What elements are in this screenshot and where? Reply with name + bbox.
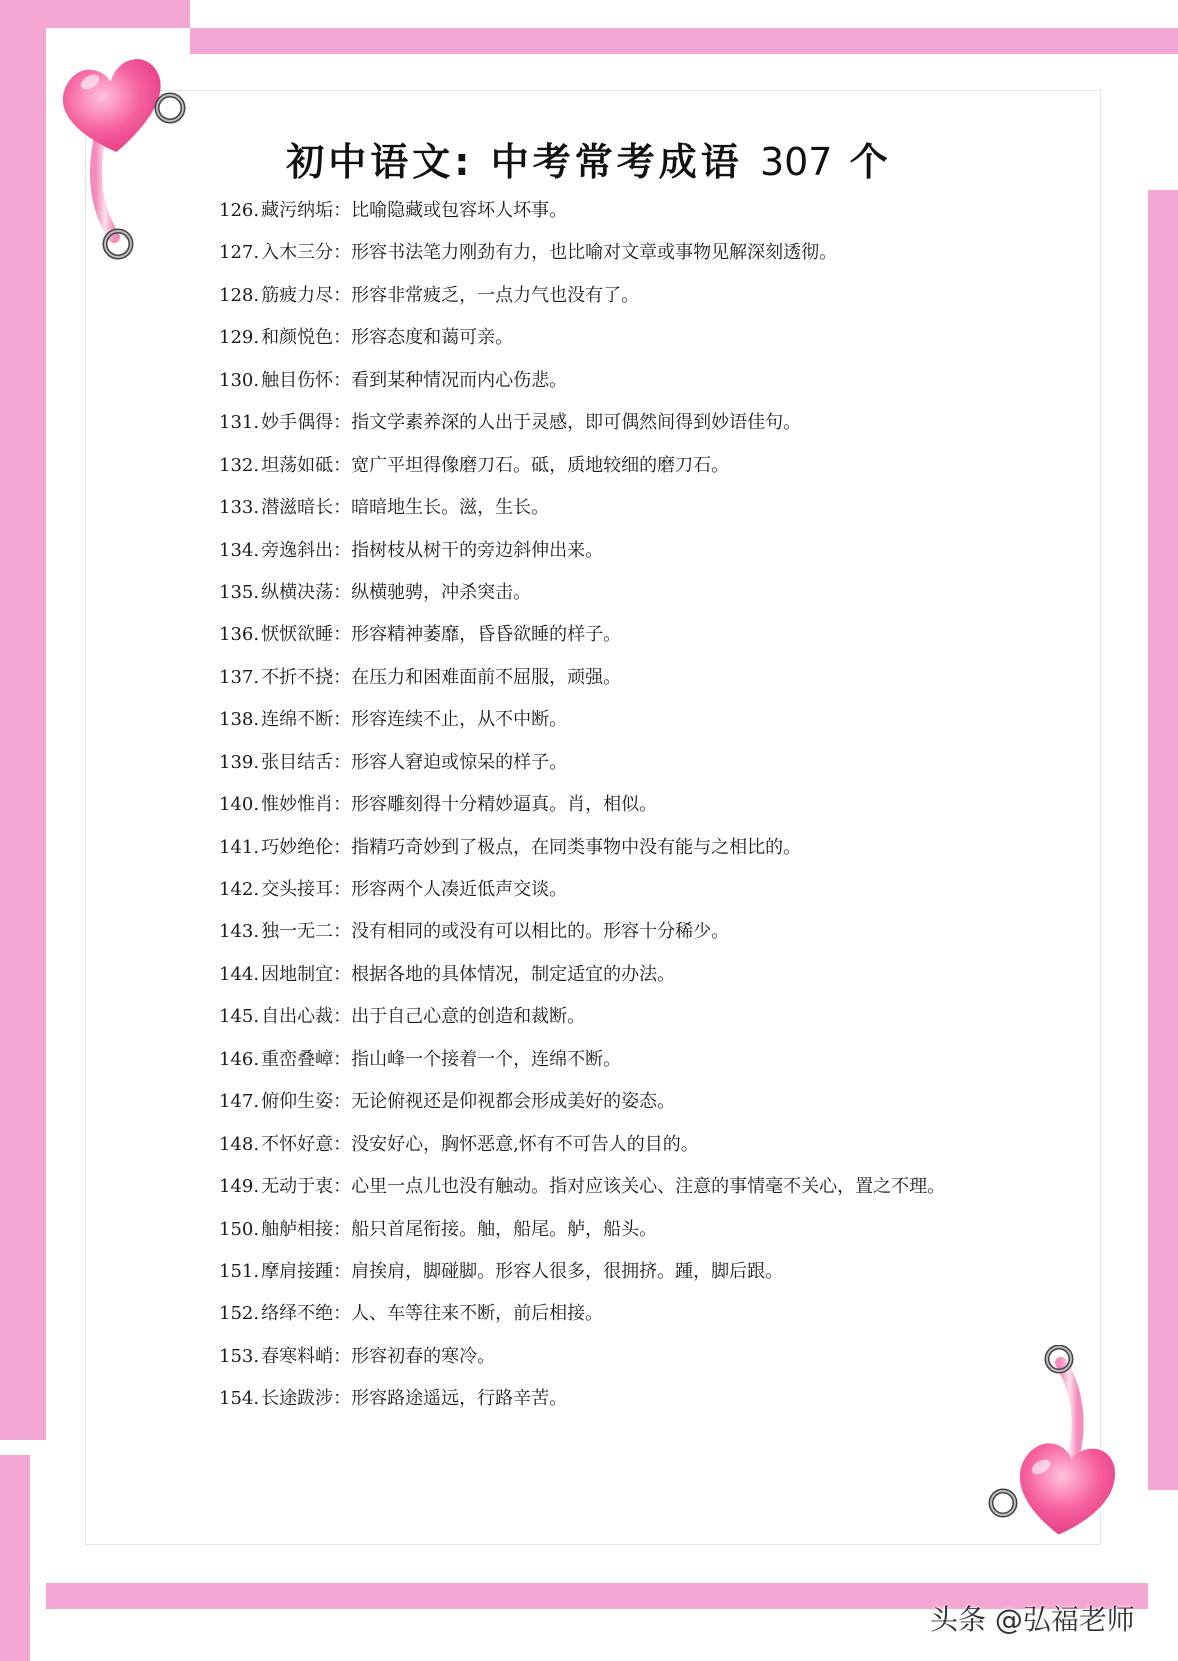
entry-meaning: 船只首尾衔接。舳，船尾。舻，船头。 [351, 1218, 658, 1240]
entry-idiom: 重峦叠嶂 [261, 1048, 334, 1070]
entry-separator: ： [333, 1091, 352, 1113]
entry-separator: ： [333, 1345, 352, 1367]
frame-bottom-left-corner [0, 1455, 30, 1661]
entry-number: 143. [219, 921, 260, 943]
frame-right-band [1148, 190, 1178, 1490]
entry-idiom: 不折不挠 [261, 666, 334, 688]
list-item [219, 1384, 1119, 1426]
entry-separator: ： [333, 921, 352, 943]
entry-meaning: 形容路途遥远，行路辛苦。 [351, 1388, 568, 1410]
list-item [219, 366, 1119, 408]
entry-separator: ： [333, 369, 352, 391]
entry-number: 132. [219, 454, 260, 476]
entry-meaning: 纵横驰骋，冲杀突击。 [351, 581, 532, 603]
entry-separator: ： [333, 1303, 352, 1325]
list-item [219, 1215, 1119, 1257]
entry-separator: ： [333, 242, 352, 264]
entry-separator: ： [333, 1133, 352, 1155]
entry-meaning: 在压力和困难面前不屈服，顽强。 [351, 666, 622, 688]
entry-meaning: 形容初春的寒冷。 [351, 1345, 496, 1367]
entry-meaning: 无论俯视还是仰视都会形成美好的姿态。 [351, 1091, 676, 1113]
idiom-list [219, 196, 1119, 1427]
entry-idiom: 俯仰生姿 [261, 1091, 334, 1113]
entry-idiom: 入木三分 [261, 242, 334, 264]
entry-number: 147. [219, 1091, 260, 1113]
entry-meaning: 比喻隐藏或包容坏人坏事。 [351, 200, 568, 221]
entry-idiom: 交头接耳 [261, 879, 334, 900]
entry-meaning: 指山峰一个接着一个，连绵不断。 [351, 1048, 622, 1070]
list-item [219, 536, 1119, 578]
entry-number: 144. [219, 963, 260, 985]
frame-left-band [0, 0, 46, 1440]
entry-separator: ： [333, 624, 352, 646]
entry-number: 142. [219, 879, 260, 900]
entry-separator: ： [333, 454, 352, 476]
entry-number: 151. [219, 1260, 260, 1282]
list-item [219, 1299, 1119, 1341]
entry-separator: ： [333, 284, 352, 306]
entry-meaning: 形容人窘迫或惊呆的样子。 [351, 751, 568, 773]
list-item [219, 748, 1119, 790]
list-item [219, 408, 1119, 450]
entry-meaning: 形容非常疲乏，一点力气也没有了。 [351, 284, 640, 306]
entry-number: 146. [219, 1048, 260, 1070]
list-item [219, 238, 1119, 280]
list-item [219, 833, 1119, 875]
entry-meaning: 肩挨肩，脚碰脚。形容人很多，很拥挤。踵，脚后跟。 [351, 1260, 784, 1282]
entry-meaning: 形容两个人凑近低声交谈。 [351, 879, 568, 900]
entry-separator: ： [333, 1388, 352, 1410]
entry-idiom: 不怀好意 [261, 1133, 334, 1155]
entry-number: 135. [219, 581, 260, 603]
list-item [219, 1130, 1119, 1172]
entry-idiom: 连绵不断 [261, 709, 334, 731]
entry-separator: ： [333, 581, 352, 603]
entry-separator: ： [333, 794, 352, 816]
entry-separator: ： [333, 879, 352, 900]
entry-separator: ： [333, 751, 352, 773]
list-item [219, 960, 1119, 1002]
entry-idiom: 自出心裁 [261, 1006, 334, 1028]
watermark: 头条 @弘福老师 [930, 1603, 1135, 1636]
entry-meaning: 暗暗地生长。滋，生长。 [351, 497, 550, 519]
list-item [219, 1002, 1119, 1044]
entry-separator: ： [333, 327, 352, 349]
list-item [219, 620, 1119, 662]
entry-idiom: 惟妙惟肖 [261, 794, 334, 816]
entry-number: 140. [219, 794, 260, 816]
entry-number: 139. [219, 751, 260, 773]
list-item [219, 196, 1119, 238]
entry-number: 150. [219, 1218, 260, 1240]
entry-idiom: 独一无二 [261, 921, 334, 943]
entry-idiom: 藏污纳垢 [261, 200, 334, 221]
entry-idiom: 巧妙绝伦 [261, 836, 334, 858]
list-item [219, 1172, 1119, 1214]
entry-number: 129. [219, 327, 260, 349]
entry-number: 126. [219, 200, 260, 221]
entry-idiom: 张目结舌 [261, 751, 334, 773]
entry-idiom: 无动于衷 [261, 1176, 334, 1198]
entry-separator: ： [333, 709, 352, 731]
entry-separator: ： [333, 412, 352, 434]
list-item [219, 875, 1119, 917]
entry-number: 153. [219, 1345, 260, 1367]
entry-idiom: 春寒料峭 [261, 1345, 334, 1367]
page-title [0, 138, 1178, 186]
entry-idiom: 因地制宜 [261, 963, 334, 985]
entry-meaning: 形容书法笔力刚劲有力，也比喻对文章或事物见解深刻透彻。 [351, 242, 838, 264]
frame-top-band [190, 28, 1178, 54]
entry-number: 149. [219, 1176, 260, 1198]
list-item [219, 790, 1119, 832]
entry-number: 148. [219, 1133, 260, 1155]
title-prefix: 初中语文: 中考常考成语 [286, 140, 743, 184]
entry-number: 130. [219, 369, 260, 391]
entry-meaning: 指树枝从树干的旁边斜伸出来。 [351, 539, 604, 561]
entry-separator: ： [333, 1176, 352, 1198]
entry-number: 145. [219, 1006, 260, 1028]
title-suffix: 个 [849, 140, 892, 184]
entry-meaning: 没有相同的或没有可以相比的。形容十分稀少。 [351, 921, 730, 943]
entry-number: 137. [219, 666, 260, 688]
list-item [219, 663, 1119, 705]
entry-separator: ： [333, 1260, 352, 1282]
entry-meaning: 指精巧奇妙到了极点，在同类事物中没有能与之相比的。 [351, 836, 802, 858]
entry-number: 141. [219, 836, 260, 858]
list-item [219, 705, 1119, 747]
list-item [219, 1045, 1119, 1087]
entry-separator: ： [333, 1006, 352, 1028]
entry-meaning: 看到某种情况而内心伤悲。 [351, 369, 568, 391]
list-item [219, 281, 1119, 323]
entry-number: 134. [219, 539, 260, 561]
entry-meaning: 宽广平坦得像磨刀石。砥，质地较细的磨刀石。 [351, 454, 730, 476]
list-item [219, 1342, 1119, 1384]
entry-idiom: 摩肩接踵 [261, 1260, 334, 1282]
entry-meaning: 形容连续不止，从不中断。 [351, 709, 568, 731]
entry-separator: ： [333, 963, 352, 985]
entry-meaning: 没安好心，胸怀恶意,怀有不可告人的目的。 [351, 1133, 699, 1155]
entry-number: 133. [219, 497, 260, 519]
entry-separator: ： [333, 1048, 352, 1070]
list-item [219, 578, 1119, 620]
entry-idiom: 坦荡如砥 [261, 454, 334, 476]
list-item [219, 1087, 1119, 1129]
entry-meaning: 出于自己心意的创造和裁断。 [351, 1006, 586, 1028]
entry-number: 127. [219, 242, 260, 264]
entry-meaning: 形容雕刻得十分精妙逼真。肖，相似。 [351, 794, 658, 816]
entry-meaning: 人、车等往来不断，前后相接。 [351, 1303, 604, 1325]
entry-idiom: 妙手偶得 [261, 412, 334, 434]
title-number: 307 [759, 140, 833, 184]
entry-number: 131. [219, 412, 260, 434]
entry-number: 154. [219, 1388, 260, 1410]
list-item [219, 323, 1119, 365]
entry-number: 128. [219, 284, 260, 306]
entry-idiom: 潜滋暗长 [261, 497, 334, 519]
entry-separator: ： [333, 836, 352, 858]
entry-idiom: 络绎不绝 [261, 1303, 334, 1325]
entry-meaning: 形容精神萎靡，昏昏欲睡的样子。 [351, 624, 622, 646]
entry-number: 138. [219, 709, 260, 731]
entry-separator: ： [333, 200, 352, 221]
entry-separator: ： [333, 497, 352, 519]
entry-number: 136. [219, 624, 260, 646]
list-item [219, 451, 1119, 493]
entry-idiom: 恹恹欲睡 [261, 624, 334, 646]
list-item [219, 917, 1119, 959]
list-item [219, 493, 1119, 535]
entry-separator: ： [333, 1218, 352, 1240]
entry-meaning: 形容态度和蔼可亲。 [351, 327, 514, 349]
list-item [219, 1257, 1119, 1299]
entry-number: 152. [219, 1303, 260, 1325]
entry-separator: ： [333, 539, 352, 561]
entry-idiom: 旁逸斜出 [261, 539, 334, 561]
entry-separator: ： [333, 666, 352, 688]
entry-idiom: 纵横决荡 [261, 581, 334, 603]
entry-idiom: 触目伤怀 [261, 369, 334, 391]
entry-meaning: 指文学素养深的人出于灵感，即可偶然间得到妙语佳句。 [351, 412, 802, 434]
entry-meaning: 心里一点儿也没有触动。指对应该关心、注意的事情毫不关心，置之不理。 [351, 1176, 946, 1198]
entry-idiom: 舳舻相接 [261, 1218, 334, 1240]
entry-idiom: 长途跋涉 [261, 1388, 334, 1410]
entry-meaning: 根据各地的具体情况，制定适宜的办法。 [351, 963, 676, 985]
entry-idiom: 筋疲力尽 [261, 284, 334, 306]
entry-idiom: 和颜悦色 [261, 327, 334, 349]
